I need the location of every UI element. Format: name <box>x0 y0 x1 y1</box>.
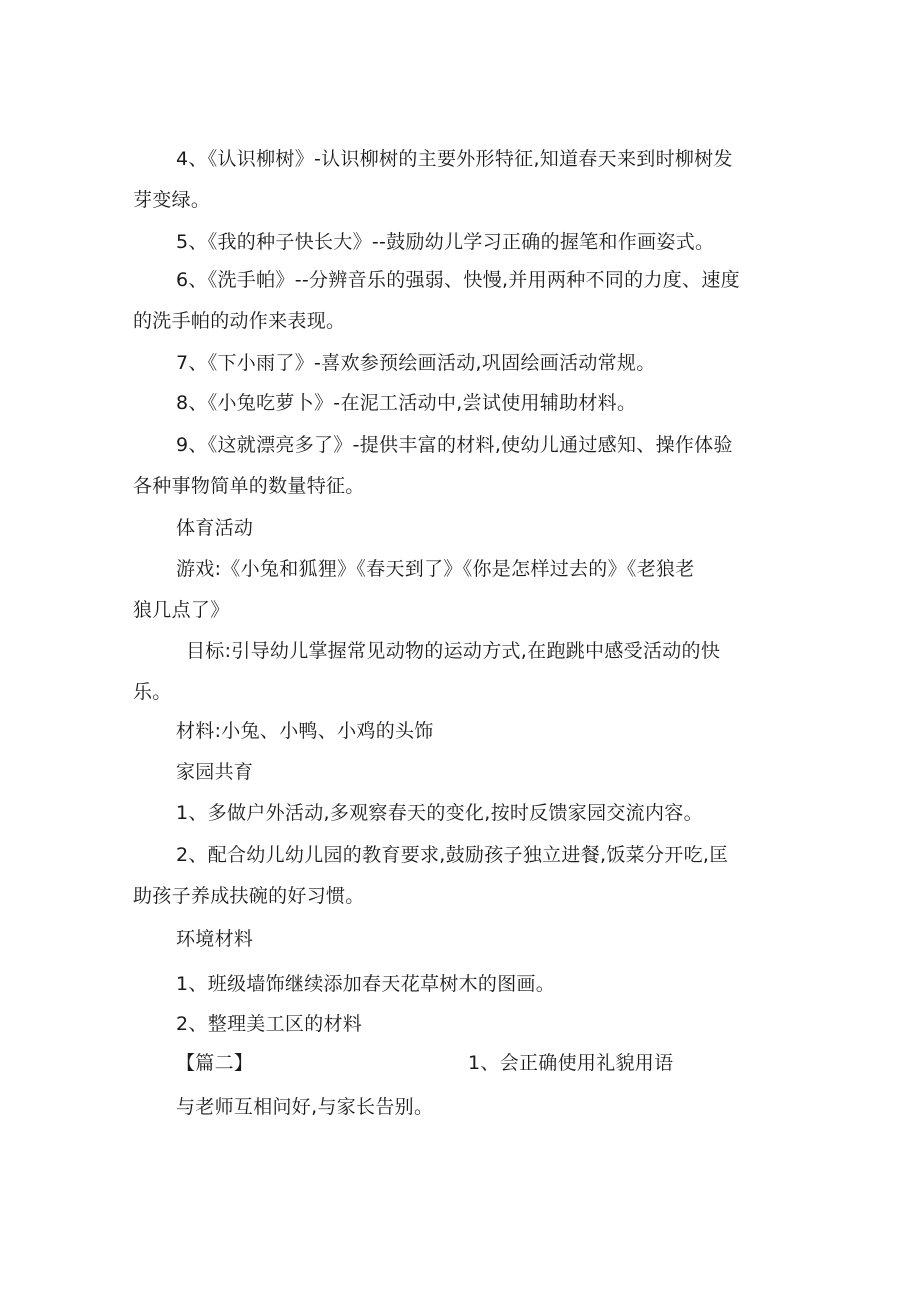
part-two-item-1: 1、会正确使用礼貌用语 <box>468 1052 674 1074</box>
home-heading: 家园共育 <box>176 761 254 783</box>
environment-heading: 环境材料 <box>176 928 254 950</box>
sports-goal-line-2: 乐。 <box>133 681 172 703</box>
home-item-2-line-1: 2、配合幼儿幼儿园的教育要求,鼓励孩子独立进餐,饭菜分开吃,匡 <box>176 844 729 866</box>
sports-heading: 体育活动 <box>176 517 254 539</box>
environment-item-1: 1、班级墙饰继续添加春天花草树木的图画。 <box>176 973 556 995</box>
sports-materials: 材料:小兔、小鸭、小鸡的头饰 <box>176 720 434 742</box>
part-two-label: 【篇二】 <box>176 1052 254 1074</box>
home-item-1: 1、多做户外活动,多观察春天的变化,按时反馈家园交流内容。 <box>176 802 703 824</box>
part-two-item-1-cont: 与老师互相问好,与家长告别。 <box>176 1096 434 1118</box>
home-item-2-line-2: 助孩子养成扶碗的好习惯。 <box>133 885 365 907</box>
activity-8-line: 8、《小兔吃萝卜》-在泥工活动中,尝试使用辅助材料。 <box>176 392 637 414</box>
sports-games-line-1: 游戏:《小兔和狐狸》《春天到了》《你是怎样过去的》《老狼老 <box>176 558 695 580</box>
activity-4-line-1: 4、《认识柳树》-认识柳树的主要外形特征,知道春天来到时柳树发 <box>176 148 733 170</box>
activity-6-line-2: 的洗手帕的动作来表现。 <box>133 310 346 332</box>
sports-games-line-2: 狼几点了》 <box>133 599 230 621</box>
activity-6-line-1: 6、《洗手帕》--分辨音乐的强弱、快慢,并用两种不同的力度、速度 <box>176 269 740 291</box>
activity-7-line: 7、《下小雨了》-喜欢参预绘画活动,巩固绘画活动常规。 <box>176 352 656 374</box>
sports-goal-line-1: 目标:引导幼儿掌握常见动物的运动方式,在跑跳中感受活动的快 <box>186 640 721 662</box>
activity-5-line: 5、《我的种子快长大》--鼓励幼儿学习正确的握笔和作画姿式。 <box>176 231 715 253</box>
activity-9-line-2: 各种事物简单的数量特征。 <box>133 475 365 497</box>
activity-4-line-2: 芽变绿。 <box>133 189 211 211</box>
environment-item-2: 2、整理美工区的材料 <box>176 1013 363 1035</box>
activity-9-line-1: 9、《这就漂亮多了》-提供丰富的材料,使幼儿通过感知、操作体验 <box>176 434 733 456</box>
